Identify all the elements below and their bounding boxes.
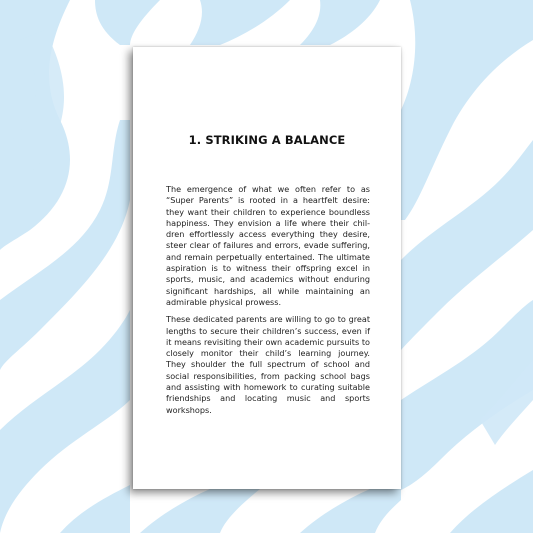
chapter-body [166, 184, 370, 422]
chapter-title: 1. STRIKING A BALANCE [188, 133, 346, 147]
paragraph: These dedicated parents are willing to go to great lengths to secure their children’s success, even if it means revisiting their own academic pursuits to closely monitor their child’s learning journey. They shoulder the full spectrum of school and social responsibilities, from packing school bags and assisting with homework to curating suitable friendships and locating music and sports workshops. [166, 314, 370, 415]
paragraph: The emergence of what we often refer to as “Super Parents” is rooted in a heartfelt desire: they want their children to experience boundless happiness. They envision a life where their children effortlessly access everything they desire, steer clear of failures and errors, evade suffering, and remain perpetually entertained. The ultimate aspiration is to witness their offspring excel in sports, music, and academics without enduring significant hardships, all while maintaining an admirable physical prowess. [166, 184, 370, 307]
book-page [133, 47, 401, 489]
